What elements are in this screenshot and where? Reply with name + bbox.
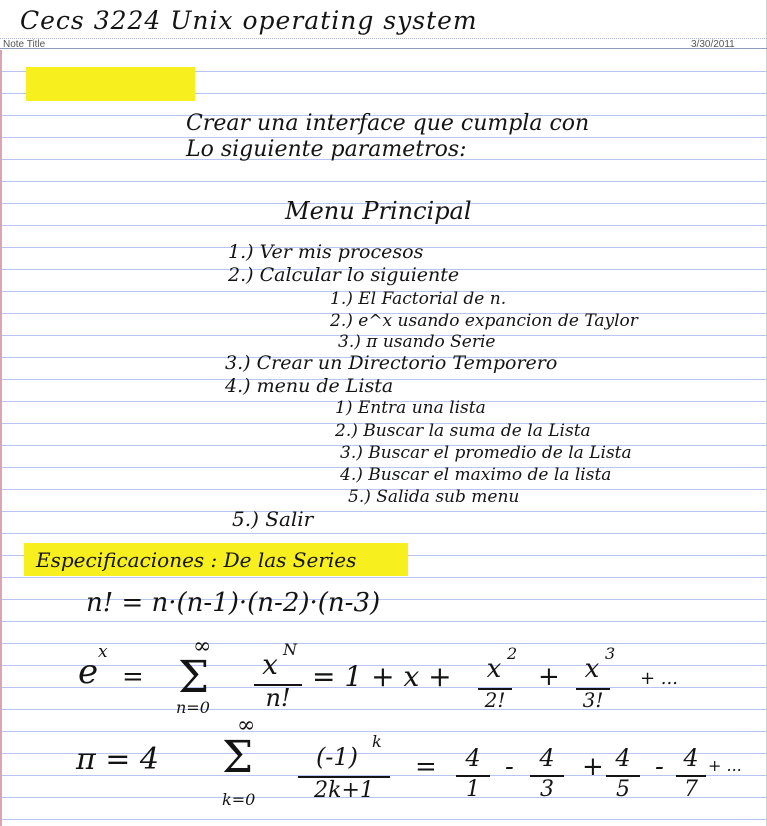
highlight-mark bbox=[26, 67, 195, 101]
pi-f2-denominator: 3 bbox=[540, 777, 554, 802]
menu-item: 1.) Ver mis procesos bbox=[228, 241, 424, 263]
exp-lhs-superscript: x bbox=[98, 642, 108, 662]
exp-equals: = bbox=[122, 662, 144, 692]
menu-item: 4.) menu de Lista bbox=[225, 375, 394, 397]
pi-lhs: π = 4 bbox=[76, 742, 160, 777]
note-date: 3/30/2011 bbox=[691, 39, 735, 50]
exp-lhs: e bbox=[78, 652, 99, 692]
pi-tail: + ... bbox=[708, 756, 742, 775]
title-separator bbox=[0, 48, 767, 49]
exp-tail: + ... bbox=[640, 668, 678, 689]
exp-rhs-start: = 1 + x + bbox=[312, 660, 452, 693]
pi-sum-bottom: k=0 bbox=[222, 790, 256, 809]
exp-term-denominator: n! bbox=[265, 684, 291, 712]
factorial-formula: n! = n·(n-1)·(n-2)·(n-3) bbox=[86, 588, 381, 618]
exp-t3-sup: 3 bbox=[605, 644, 616, 663]
submenu-item: 2.) e^x usando expancion de Taylor bbox=[330, 311, 638, 331]
margin-line bbox=[0, 50, 2, 826]
pi-op1: - bbox=[505, 752, 514, 782]
pi-term-numerator-sup: k bbox=[372, 732, 382, 751]
pi-f4-numerator: 4 bbox=[683, 744, 699, 772]
pi-term-denominator: 2k+1 bbox=[314, 778, 374, 803]
menu-item: 3.) Crear un Directorio Temporero bbox=[225, 352, 558, 374]
exp-sum-bottom: n=0 bbox=[176, 698, 210, 717]
submenu-item: 4.) Buscar el maximo de la lista bbox=[340, 465, 612, 485]
pi-sum-symbol: Σ bbox=[222, 732, 254, 783]
submenu-item: 2.) Buscar la suma de la Lista bbox=[335, 421, 591, 441]
pi-f2-numerator: 4 bbox=[539, 744, 555, 772]
exp-t3-numerator: x bbox=[584, 654, 600, 684]
pi-op3: - bbox=[655, 752, 664, 782]
submenu-item: 3.) Buscar el promedio de la Lista bbox=[340, 443, 632, 463]
pi-sum-top: ∞ bbox=[237, 713, 256, 738]
exp-plus: + bbox=[538, 662, 560, 692]
exp-term-numerator: x bbox=[262, 648, 278, 681]
exp-t2-numerator: x bbox=[486, 654, 502, 684]
title-dotted-line bbox=[0, 38, 767, 40]
exp-sum-top: ∞ bbox=[193, 634, 212, 659]
pi-f3-numerator: 4 bbox=[615, 744, 631, 772]
page-title: Cecs 3224 Unix operating system bbox=[20, 6, 478, 35]
pi-equals: = bbox=[415, 752, 437, 782]
submenu-item: 5.) Salida sub menu bbox=[348, 487, 520, 507]
menu-title: Menu Principal bbox=[285, 197, 472, 225]
specs-heading: Especificaciones : De las Series bbox=[36, 548, 357, 572]
submenu-item: 1.) El Factorial de n. bbox=[330, 289, 507, 309]
pi-f1-denominator: 1 bbox=[466, 777, 480, 802]
pi-f4-denominator: 7 bbox=[684, 777, 698, 802]
exp-t3-denominator: 3! bbox=[582, 688, 604, 712]
exp-sum-symbol: Σ bbox=[178, 652, 210, 703]
intro-line-2: Lo siguiente parametros: bbox=[186, 137, 467, 162]
submenu-item: 1) Entra una lista bbox=[335, 398, 486, 418]
exp-term-numerator-sup: N bbox=[283, 640, 297, 659]
exp-t2-denominator: 2! bbox=[484, 688, 506, 712]
note-title-label: Note Title bbox=[3, 39, 46, 50]
pi-f3-denominator: 5 bbox=[616, 777, 630, 802]
pi-term-numerator: (-1) bbox=[315, 743, 359, 771]
pi-f1-numerator: 4 bbox=[465, 744, 481, 772]
pi-op2: + bbox=[582, 752, 604, 782]
menu-item: 5.) Salir bbox=[232, 507, 314, 531]
menu-item: 2.) Calcular lo siguiente bbox=[228, 264, 460, 286]
intro-line-1: Crear una interface que cumpla con bbox=[186, 111, 590, 136]
submenu-item: 3.) π usando Serie bbox=[338, 332, 496, 352]
exp-t2-sup: 2 bbox=[507, 644, 518, 663]
